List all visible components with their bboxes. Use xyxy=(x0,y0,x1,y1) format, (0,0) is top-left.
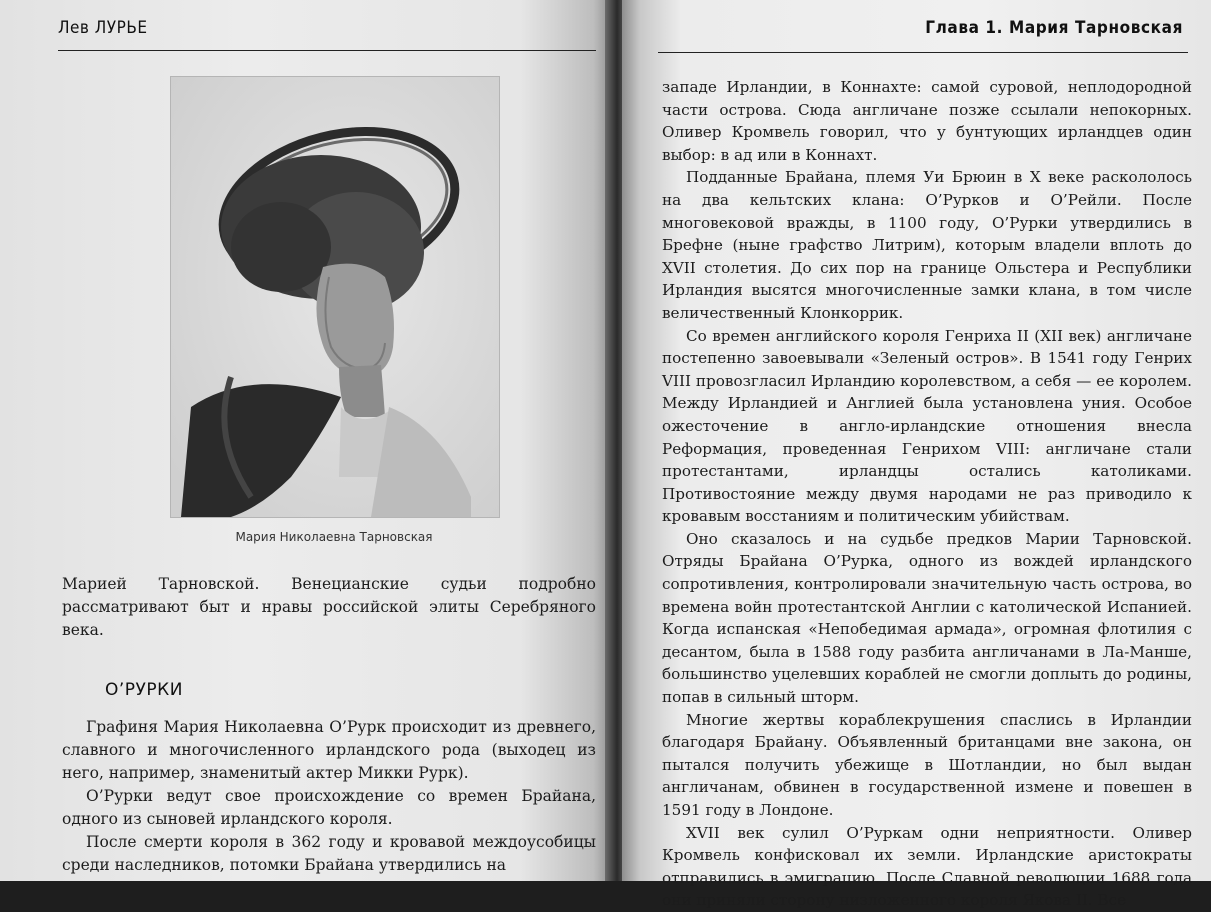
left-body-text xyxy=(62,716,596,877)
paragraph: Оно сказалось и на судьбе предков Марии Тарновской. Отряды Брайана О’Рурка, одного из вождей ирландского сопротивления, контролировали значительную часть острова, во времена войн протестантской Англии с католической Испанией. Когда испанская «Непобедимая армада», огромная флотилия с десантом, была в 1588 году разбита англичанами в Ла-Манше, большинство уцелевших кораблей не смогли доплыть до родины, попав в сильный шторм. xyxy=(662,529,1192,707)
photo-caption: Мария Николаевна Тарновская xyxy=(235,530,433,544)
paragraph: Графиня Мария Николаевна О’Рурк происходит из древнего, славного и многочисленного ирландского рода (выходец из него, например, знаменитый актер Микки Рурк). xyxy=(62,718,596,782)
portrait-photo xyxy=(170,76,500,518)
right-body-text xyxy=(662,76,1192,912)
paragraph: О’Рурки ведут свое происхождение со времен Брайана, одного из сыновей ирландского короля. xyxy=(62,787,596,828)
left-running-head: Лев ЛУРЬЕ xyxy=(58,18,148,38)
paragraph: Подданные Брайана, племя Уи Брюин в X веке раскололось на два кельтских клана: О’Рурков и О’Рейли. После многовековой вражды, в 1100 году, О’Рурки утвердились в Брефне (ныне графство Литрим), которым владели вплоть до XVII столетия. До сих пор на границе Ольстера и Республики Ирландия высятся многочисленные замки клана, в том числе величественный Клонкоррик. xyxy=(662,168,1192,322)
paragraph: XVII век сулил О’Руркам одни неприятности. Оливер Кромвель конфисковал их земли. Ирландские аристократы отправились в эмиграцию. После Славной революции 1688 года они приняли сторону низложенного короля Якова II. Все xyxy=(662,823,1192,910)
left-top-text xyxy=(62,573,596,642)
paragraph: Марией Тарновской. Венецианские судьи подробно рассматривают быт и нравы российской элиты Серебряного века. xyxy=(62,575,596,639)
paragraph: Со времен английского короля Генриха II (XII век) англичане постепенно завоевывали «Зеленый остров». В 1541 году Генрих VIII провозгласил Ирландию королевством, а себя — ее королем. Между Ирландией и Англией была установлена уния. Особое ожесточение в англо-ирландские отношения внесла Реформация, проведенная Генрихом VIII: англичане стали протестантами, ирландцы остались католиками. Противостояние между двумя народами не раз приводило к кровавым восстаниям и политическим убийствам. xyxy=(662,326,1192,526)
right-page xyxy=(622,0,1211,910)
paragraph: После смерти короля в 362 году и кровавой междоусобицы среди наследников, потомки Брайана утвердились на xyxy=(62,833,596,874)
section-title: О’РУРКИ xyxy=(105,680,183,700)
paragraph: Многие жертвы кораблекрушения спаслись в Ирландии благодаря Брайану. Объявленный британцами вне закона, он пытался получить убежище в Шотландии, но был выдан англичанам, обвинен в государственной измене и повешен в 1591 году в Лондоне. xyxy=(662,710,1192,819)
left-page xyxy=(0,0,612,881)
paragraph: западе Ирландии, в Коннахте: самой суровой, неплодородной части острова. Сюда англичане позже ссылали непокорных. Оливер Кромвель говорил, что у бунтующих ирландцев один выбор: в ад или в Коннахт. xyxy=(662,78,1192,164)
portrait-illustration xyxy=(171,77,499,517)
right-running-head: Глава 1. Мария Тарновская xyxy=(925,18,1183,38)
left-header-rule xyxy=(58,50,596,51)
right-header-rule xyxy=(658,52,1188,53)
